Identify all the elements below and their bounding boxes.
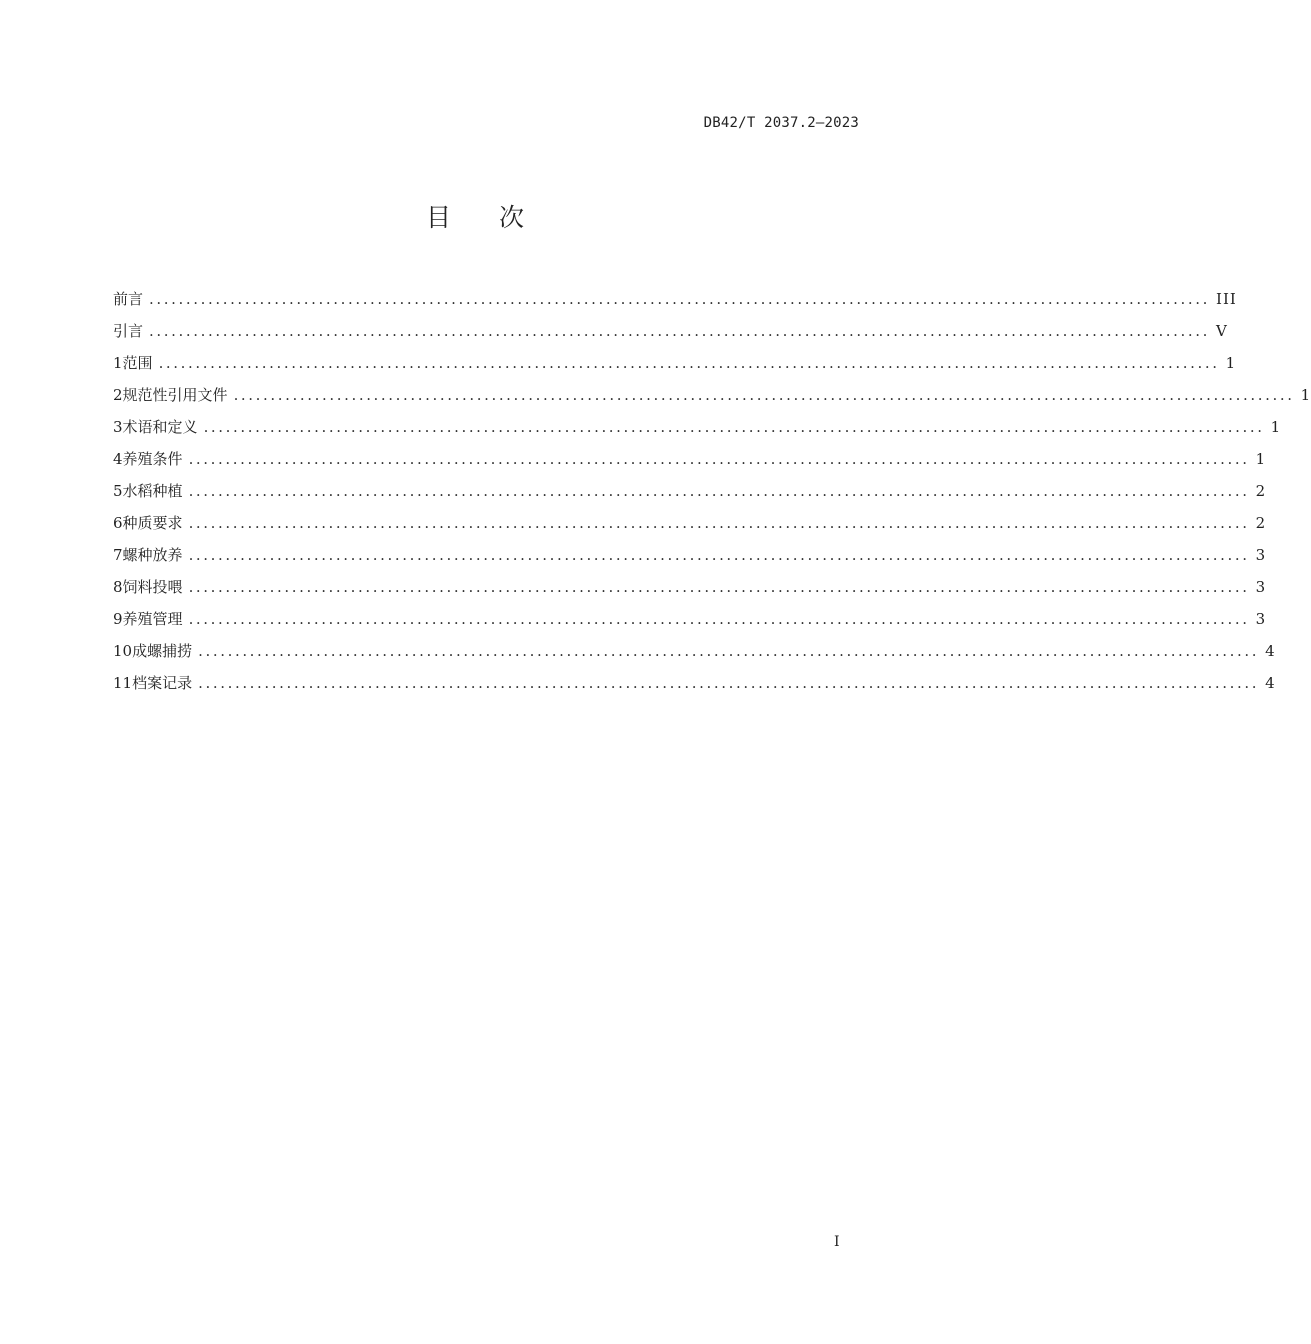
toc-number: 11 (113, 674, 133, 692)
toc-label: 螺种放养 (122, 546, 183, 564)
toc-label: 成螺捕捞 (132, 642, 193, 660)
dot-leader: ................................................................................................................................................ (198, 642, 1260, 660)
dot-leader: ................................................................................................................................................ (188, 546, 1250, 564)
toc-number: 5 (113, 482, 123, 500)
toc-label: 范围 (122, 354, 153, 372)
toc-label: 饲料投喂 (122, 578, 183, 596)
page-number: I (834, 1234, 840, 1250)
toc-item-breeding-management[interactable] (113, 603, 1267, 635)
toc-item-breeding-conditions[interactable] (113, 443, 1267, 475)
dot-leader: ................................................................................................................................................ (188, 482, 1250, 500)
toc-label: 规范性引用文件 (122, 386, 228, 404)
toc-label: 术语和定义 (122, 418, 198, 436)
toc-item-rice-planting[interactable] (113, 475, 1267, 507)
toc-number: 6 (113, 514, 123, 532)
toc-item-germplasm-requirements[interactable] (113, 507, 1267, 539)
toc-page: 3 (1255, 546, 1267, 564)
dot-leader: ................................................................................................................................................ (188, 578, 1250, 596)
toc-page: 1 (1300, 386, 1311, 404)
dot-leader: ................................................................................................................................................ (158, 354, 1220, 372)
toc-page: 3 (1255, 610, 1267, 628)
dot-leader: ................................................................................................................................................ (233, 386, 1295, 404)
toc-item-records[interactable] (113, 667, 1276, 699)
toc-number: 8 (113, 578, 123, 596)
toc-number: 7 (113, 546, 123, 564)
toc-item-scope[interactable] (113, 347, 1237, 379)
dot-leader: ................................................................................................................................................ (198, 674, 1260, 692)
table-of-contents (113, 283, 1311, 699)
toc-page: 3 (1255, 578, 1267, 596)
dot-leader: ................................................................................................................................................ (149, 322, 1211, 340)
toc-item-terms-definitions[interactable] (113, 411, 1282, 443)
toc-label: 引言 (113, 322, 144, 340)
toc-label: 档案记录 (132, 674, 193, 692)
document-code: DB42/T 2037.2—2023 (703, 115, 859, 131)
dot-leader: ................................................................................................................................................ (203, 418, 1265, 436)
toc-number: 1 (113, 354, 123, 372)
dot-leader: ................................................................................................................................................ (188, 514, 1250, 532)
toc-page: 4 (1265, 674, 1276, 692)
toc-item-foreword[interactable] (113, 283, 1237, 315)
toc-item-normative-references[interactable] (113, 379, 1311, 411)
toc-page: 1 (1255, 450, 1267, 468)
dot-leader: ................................................................................................................................................ (188, 610, 1250, 628)
toc-page: 1 (1225, 354, 1237, 372)
toc-page: 2 (1255, 514, 1267, 532)
title-char-2: 次 (499, 203, 525, 232)
title-char-1: 目 (425, 203, 451, 232)
dot-leader: ................................................................................................................................................ (149, 290, 1211, 308)
toc-label: 前言 (113, 290, 144, 308)
toc-item-adult-snail-harvest[interactable] (113, 635, 1276, 667)
dot-leader: ................................................................................................................................................ (188, 450, 1250, 468)
page-title (0, 198, 950, 234)
toc-page: V (1216, 322, 1228, 340)
toc-page: 1 (1270, 418, 1282, 436)
toc-label: 养殖条件 (122, 450, 183, 468)
toc-number: 4 (113, 450, 123, 468)
toc-page: 2 (1255, 482, 1267, 500)
toc-page: 4 (1265, 642, 1276, 660)
toc-item-snail-stocking[interactable] (113, 539, 1267, 571)
toc-item-introduction[interactable] (113, 315, 1228, 347)
toc-label: 种质要求 (122, 514, 183, 532)
toc-number: 3 (113, 418, 123, 436)
toc-number: 10 (113, 642, 133, 660)
toc-page: III (1216, 290, 1237, 308)
toc-label: 养殖管理 (122, 610, 183, 628)
toc-number: 9 (113, 610, 123, 628)
toc-number: 2 (113, 386, 123, 404)
toc-label: 水稻种植 (122, 482, 183, 500)
toc-item-feeding[interactable] (113, 571, 1267, 603)
